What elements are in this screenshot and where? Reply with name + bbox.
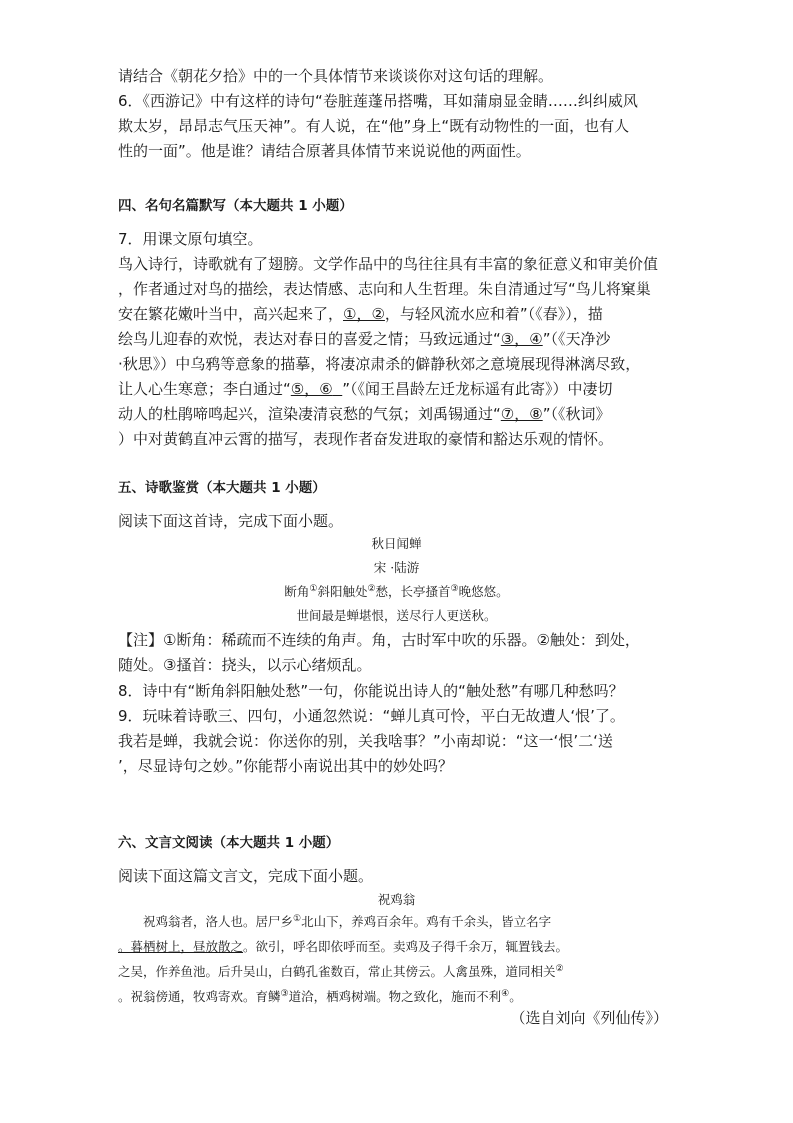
poem-text: 晚悠悠。 (458, 584, 509, 599)
classical-line-4 (118, 988, 678, 1006)
q7-text: ”（《秋词》 (542, 405, 611, 423)
q7-text: 动人的杜鹃啼鸣起兴，渲染凄清哀愁的气氛；刘禹锡通过“ (118, 405, 501, 423)
q7-line-8 (118, 404, 610, 424)
q7-text: 安在繁花嫩叶当中，高兴起来了， (118, 305, 344, 323)
underlined-sentence: 。暮栖树上，昼放散之 (118, 939, 244, 954)
q7-line-3: ，作者通过对鸟的描绘，表达情感、志向和人生哲理。朱自清通过写“鸟儿将窠巢 (118, 280, 651, 298)
blank-5-6-tail (333, 380, 343, 398)
footnote-mark: ③ (280, 988, 289, 999)
section-5-title: 五、诗歌鉴赏（本大题共 1 小题） (118, 480, 326, 496)
footnote-mark: ④ (501, 988, 510, 999)
classical-text: 祝鸡翁者，洛人也。居尸乡 (143, 914, 294, 929)
classical-text: 。祝翁傍通，牧鸡寄欢。育鳞 (118, 989, 281, 1004)
notes-line-1: 【注】①断角：稀疏而不连续的角声。角，古时军中吹的乐器。②触处：到处， (118, 631, 640, 649)
poem-line-2: 世间最是蝉堪恨，送尽行人更送秋。 (296, 608, 497, 623)
q7-text: 让人心生寒意；李白通过“ (118, 380, 291, 398)
classical-text: 道洽，栖鸡树端。物之致化，施而不利 (288, 989, 502, 1004)
q9-line-2: 我若是蝉，我就会说：你送你的别，关我啥事？”小南却说：“这一‘恨’二‘送 (118, 732, 613, 750)
footnote-mark: ① (293, 913, 302, 924)
notes-line-2: 随处。③搔首：挠头，以示心绪烦乱。 (118, 656, 372, 674)
poem-text: 愁，长亭搔首 (375, 584, 451, 599)
q6-line-3: 性的一面”。他是谁？请结合原著具体情节来说说他的两面性。 (118, 142, 531, 160)
q7-text: ，与轻风流水应和着”（《春》），描 (384, 305, 603, 323)
classical-source: （选自刘向《列仙传》） (510, 1009, 668, 1027)
q6-line-1: 6．《西游记》中有这样的诗句“卷脏莲蓬吊搭嘴，耳如蒲扇显金睛……纠纠威风 (118, 92, 638, 110)
section-6-title: 六、文言文阅读（本大题共 1 小题） (118, 835, 340, 851)
q7-line-1: 7．用课文原句填空。 (118, 230, 263, 248)
classical-text: 之吴，作养鱼池。后升吴山，白鹤孔雀数百，常止其傍云。人禽虽殊，道同相关 (118, 964, 556, 979)
q9-line-3: ’，尽显诗句之妙。”你能帮小南说出其中的妙处吗？ (118, 757, 454, 775)
poem-text: 断角 (284, 584, 310, 599)
poem-title: 秋日闻蝉 (371, 536, 422, 551)
footnote-mark: ② (367, 583, 376, 594)
poem-text: 斜阳触处 (317, 584, 368, 599)
poem-line-1 (0, 583, 793, 601)
classical-text: 。 (509, 989, 522, 1004)
q7-text: 绘鸟儿迎春的欢悦，表达对春日的喜爱之情；马致远通过“ (118, 330, 501, 348)
section-5-intro: 阅读下面这首诗，完成下面小题。 (118, 512, 344, 530)
blank-5-6: ⑤，⑥ (290, 380, 333, 398)
q7-line-2: 鸟入诗行，诗歌就有了翅膀。文学作品中的鸟往往具有丰富的象征意义和审美价值 (118, 255, 659, 273)
classical-line-1 (118, 913, 703, 931)
poem-author: 宋 ·陆游 (373, 560, 420, 575)
section-4-title: 四、名句名篇默写（本大题共 1 小题） (118, 198, 353, 214)
q7-line-7 (118, 379, 613, 399)
classical-title: 祝鸡翁 (377, 892, 416, 907)
classical-text: 。欲引，呼名即依呼而至。卖鸡及子得千余万，辄置钱去。 (243, 939, 569, 954)
q9-line-1: 9．玩味着诗歌三、四句，小通忽然说：“蝉儿真可怜，平白无故遭人‘恨’了。 (118, 707, 625, 725)
q5-end-line: 请结合《朝花夕拾》中的一个具体情节来谈谈你对这句话的理解。 (118, 67, 554, 85)
q7-line-9: ）中对黄鹤直冲云霄的描写，表现作者奋发进取的豪情和豁达乐观的情怀。 (118, 430, 614, 448)
footnote-mark: ③ (450, 583, 459, 594)
q7-line-5 (118, 329, 610, 349)
blank-7-8: ⑦，⑧ (500, 405, 543, 423)
section-6-intro: 阅读下面这篇文言文，完成下面小题。 (118, 867, 374, 885)
footnote-mark: ① (309, 583, 318, 594)
footnote-mark: ② (555, 963, 564, 974)
blank-3-4: ③，④ (500, 330, 543, 348)
blank-1-2: ①，② (343, 305, 385, 323)
q7-text: ”（《天净沙 (542, 330, 611, 348)
q6-line-2: 欺太岁，昂昂志气压天神”。有人说，在“他”身上“既有动物性的一面，也有人 (118, 117, 630, 135)
q7-line-6: ·秋思》）中乌鸦等意象的描摹，将凄凉肃杀的僻静秋郊之意境展现得淋漓尽致， (118, 355, 641, 373)
classical-line-3 (118, 963, 678, 981)
q7-line-4 (118, 304, 603, 324)
q8: 8．诗中有“断角斜阳触处愁”一句，你能说出诗人的“触处愁”有哪几种愁吗？ (118, 682, 624, 700)
classical-line-2 (118, 938, 678, 956)
q7-text: ”（《闻王昌龄左迁龙标遥有此寄》）中凄切 (342, 380, 613, 398)
classical-text: 北山下，养鸡百余年。鸡有千余头，皆立名字 (301, 914, 552, 929)
